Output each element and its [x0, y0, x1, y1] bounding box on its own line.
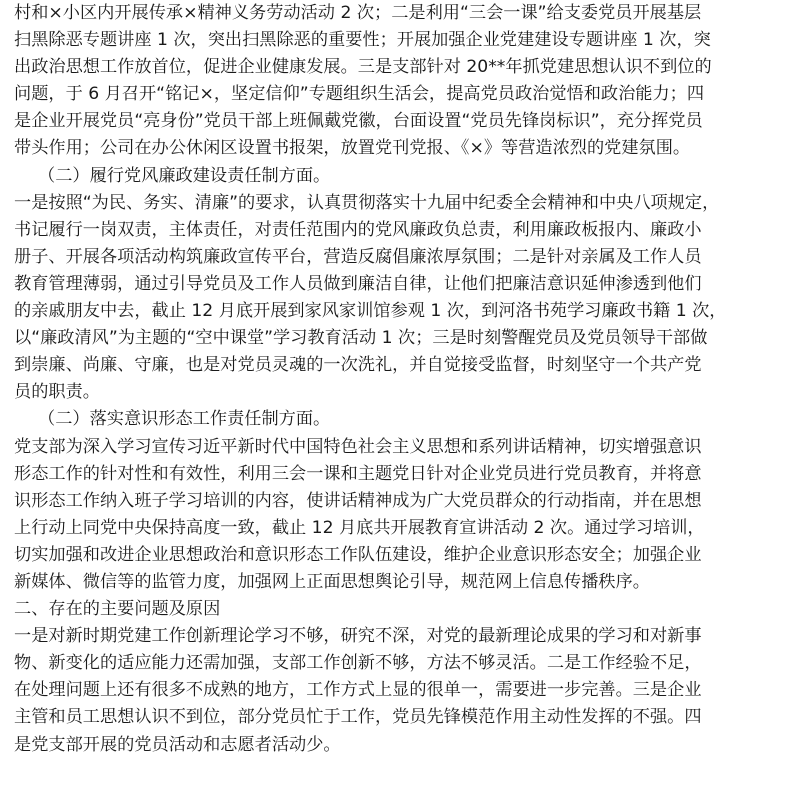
- text-line: 到崇廉、尚廉、守廉，也是对党员灵魂的一次洗礼，并自觉接受监督，时刻坚守一个共产党: [14, 355, 702, 376]
- section-heading-ideology: （二）落实意识形态工作责任制方面。: [38, 409, 331, 430]
- text-line: 问题，于 6 月召开“铭记×，坚定信仰”专题组织生活会，提高党员政治觉悟和政治能力；四: [14, 84, 705, 105]
- text-line: 一是对新时期党建工作创新理论学习不够，研究不深，对党的最新理论成果的学习和对新事: [14, 626, 702, 647]
- text-line: 一是按照“为民、务实、清廉”的要求，认真贯彻落实十九届中纪委全会精神和中央八项规定，: [14, 192, 720, 213]
- text-line: 教育管理薄弱，通过引导党员及工作人员做到廉洁自律，让他们把廉洁意识延伸渗透到他们: [14, 273, 702, 294]
- text-line: 是企业开展党员“亮身份”党员干部上班佩戴党徽，台面设置“党员先锋岗标识”，充分挥党员: [14, 111, 703, 132]
- text-line: 上行动上同党中央保持高度一致，截止 12 月底共开展教育宣讲活动 2 次。通过学习培训，: [14, 517, 705, 538]
- text-line: 主管和员工思想认识不到位，部分党员忙于工作，党员先锋模范作用主动性发挥的不强。四: [14, 707, 702, 728]
- text-line: 书记履行一岗双责，主体责任，对责任范围内的党风廉政负总责，利用廉政板报内、廉政小: [14, 219, 702, 240]
- text-line: 村和×小区内开展传承×精神义务劳动活动 2 次；二是利用“三会一课”给支委党员开展基层: [14, 3, 702, 23]
- text-line: 以“廉政清风”为主题的“空中课堂”学习教育活动 1 次；三是时刻警醒党员及党员领导干部做: [14, 328, 708, 349]
- text-line: 员的职责。: [14, 382, 100, 403]
- text-line: 出政治思想工作放首位，促进企业健康发展。三是支部针对 20**年抓党建思想认识不到位的: [14, 57, 712, 78]
- text-line: 册子、开展各项活动构筑廉政宣传平台，营造反腐倡廉浓厚氛围；二是针对亲属及工作人员: [14, 246, 702, 267]
- section-one-paragraph: [14, 0, 786, 163]
- text-line: 物、新变化的适应能力还需加强，支部工作创新不够，方法不够灵活。二是工作经验不足，: [14, 653, 702, 674]
- section-heading-party-conduct: （二）履行党风廉政建设责任制方面。: [38, 165, 331, 186]
- text-line: 新媒体、微信等的监管力度，加强网上正面思想舆论引导，规范网上信息传播秩序。: [14, 571, 650, 592]
- text-line: 切实加强和改进企业思想政治和意识形态工作队伍建设，维护企业意识形态安全；加强企业: [14, 544, 702, 565]
- section-four-paragraph: [14, 623, 786, 758]
- text-line: 扫黑除恶专题讲座 1 次，突出扫黑除恶的重要性；开展加强企业党建建设专题讲座 1 次，突: [14, 30, 711, 51]
- section-heading-problems: 二、存在的主要问题及原因: [14, 599, 221, 620]
- section-two-paragraph: [14, 190, 786, 407]
- text-line: 党支部为深入学习宣传习近平新时代中国特色社会主义思想和系列讲话精神，切实增强意识: [14, 436, 702, 457]
- text-line: 的亲戚朋友中去，截止 12 月底开展到家风家训馆参观 1 次，到河洛书苑学习廉政书籍 1 次，: [14, 301, 727, 322]
- text-line: 带头作用；公司在办公休闲区设置书报架，放置党刊党报、《×》等营造浓烈的党建氛围。: [14, 138, 691, 159]
- text-line: 是党支部开展的党员活动和志愿者活动少。: [14, 734, 341, 755]
- section-three-paragraph: [14, 434, 786, 597]
- text-line: 识形态工作纳入班子学习培训的内容，使讲话精神成为广大党员群众的行动指南，并在思想: [14, 490, 702, 511]
- text-line: 形态工作的针对性和有效性，利用三会一课和主题党日针对企业党员进行党员教育，并将意: [14, 463, 702, 484]
- text-line: 在处理问题上还有很多不成熟的地方，工作方式上显的很单一，需要进一步完善。三是企业: [14, 680, 702, 701]
